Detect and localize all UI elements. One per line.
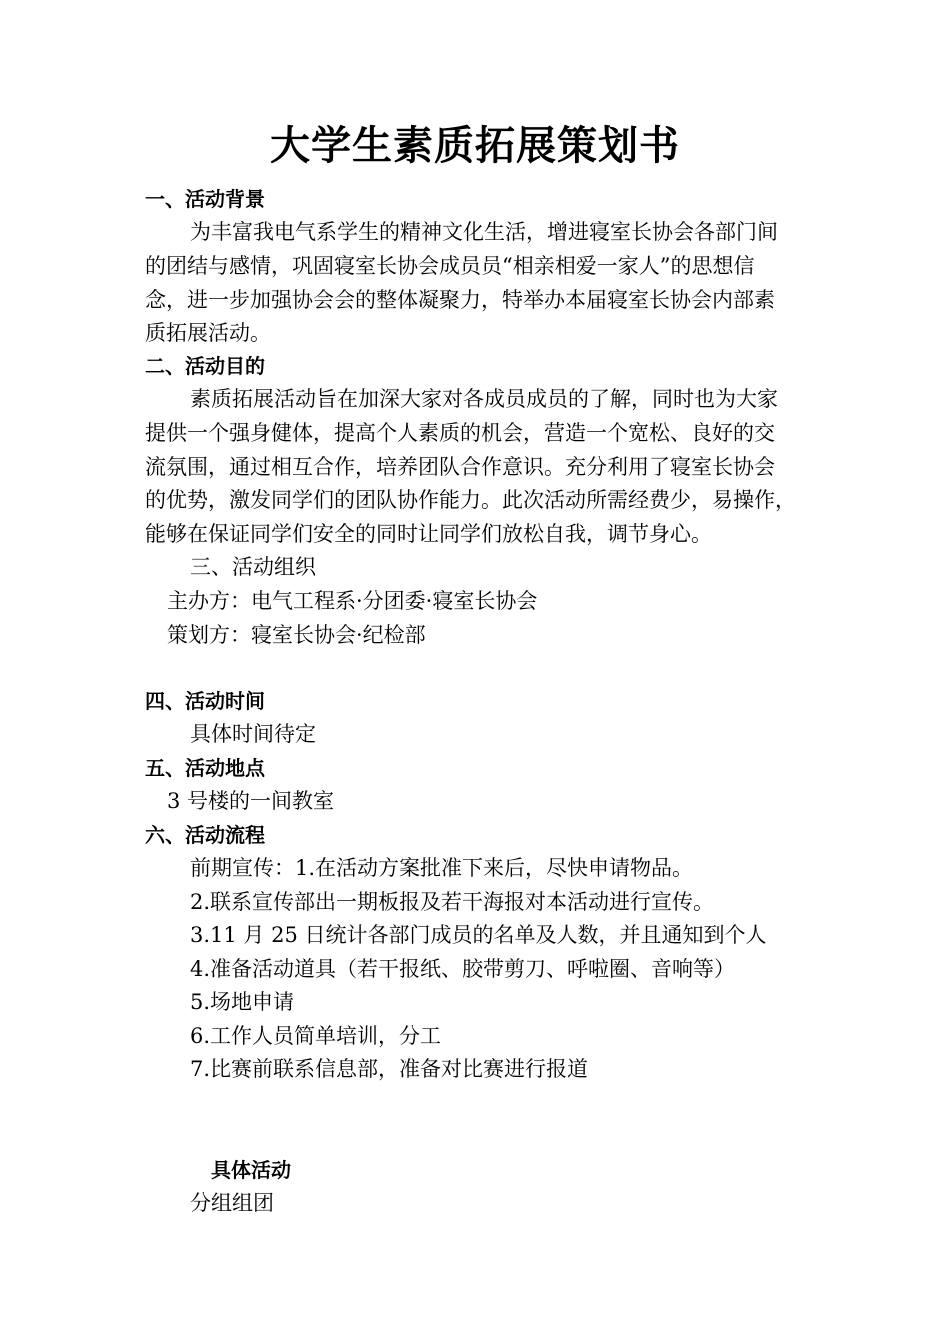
section-heading-activities: 具体活动: [211, 1158, 291, 1182]
organizer-planner: 策划方：寝室长协会·纪检部: [167, 623, 426, 647]
section-heading-organization: 三、活动组织: [190, 555, 316, 579]
process-step: 2.联系宣传部出一期板报及若干海报对本活动进行宣传。: [190, 890, 715, 914]
paragraph-line: 提供一个强身健体，提高个人素质的机会，营造一个宽松、良好的交: [145, 421, 775, 445]
paragraph-line: 素质拓展活动旨在加深大家对各成员成员的了解，同时也为大家: [190, 387, 778, 411]
activity-text: 分组组团: [190, 1191, 274, 1215]
section-heading-process: 六、活动流程: [145, 823, 265, 847]
process-step: 7.比赛前联系信息部，准备对比赛进行报道: [190, 1057, 589, 1081]
paragraph-line: 的团结与感情，巩固寝室长协会成员员“相亲相爱一家人”的思想信: [145, 254, 755, 278]
paragraph-line: 质拓展活动。: [145, 321, 271, 345]
organizer-host: 主办方：电气工程系·分团委·寝室长协会: [167, 589, 538, 613]
paragraph-line: 流氛围，通过相互合作，培养团队合作意识。充分利用了寝室长协会: [145, 455, 775, 479]
paragraph-line: 的优势，激发同学们的团队协作能力。此次活动所需经费少，易操作，: [145, 488, 796, 512]
document-title: 大学生素质拓展策划书: [270, 122, 680, 169]
process-step: 3.11 月 25 日统计各部门成员的名单及人数，并且通知到个人: [190, 923, 767, 947]
section-heading-purpose: 二、活动目的: [145, 354, 265, 378]
paragraph-line: 念，进一步加强协会会的整体凝聚力，特举办本届寝室长协会内部素: [145, 288, 775, 312]
process-step: 5.场地申请: [190, 990, 295, 1014]
time-text: 具体时间待定: [190, 722, 316, 746]
paragraph-line: 能够在保证同学们安全的同时让同学们放松自我，调节身心。: [145, 522, 712, 546]
section-heading-location: 五、活动地点: [145, 756, 265, 780]
process-step: 4.准备活动道具（若干报纸、胶带剪刀、呼啦圈、音响等）: [190, 957, 736, 981]
paragraph-line: 为丰富我电气系学生的精神文化生活，增进寝室长协会各部门间: [190, 220, 778, 244]
process-step: 前期宣传：1.在活动方案批准下来后，尽快申请物品。: [190, 856, 694, 880]
section-heading-background: 一、活动背景: [145, 187, 265, 211]
process-step: 6.工作人员简单培训，分工: [190, 1024, 442, 1048]
location-text: 3 号楼的一间教室: [167, 789, 335, 813]
section-heading-time: 四、活动时间: [145, 689, 265, 713]
